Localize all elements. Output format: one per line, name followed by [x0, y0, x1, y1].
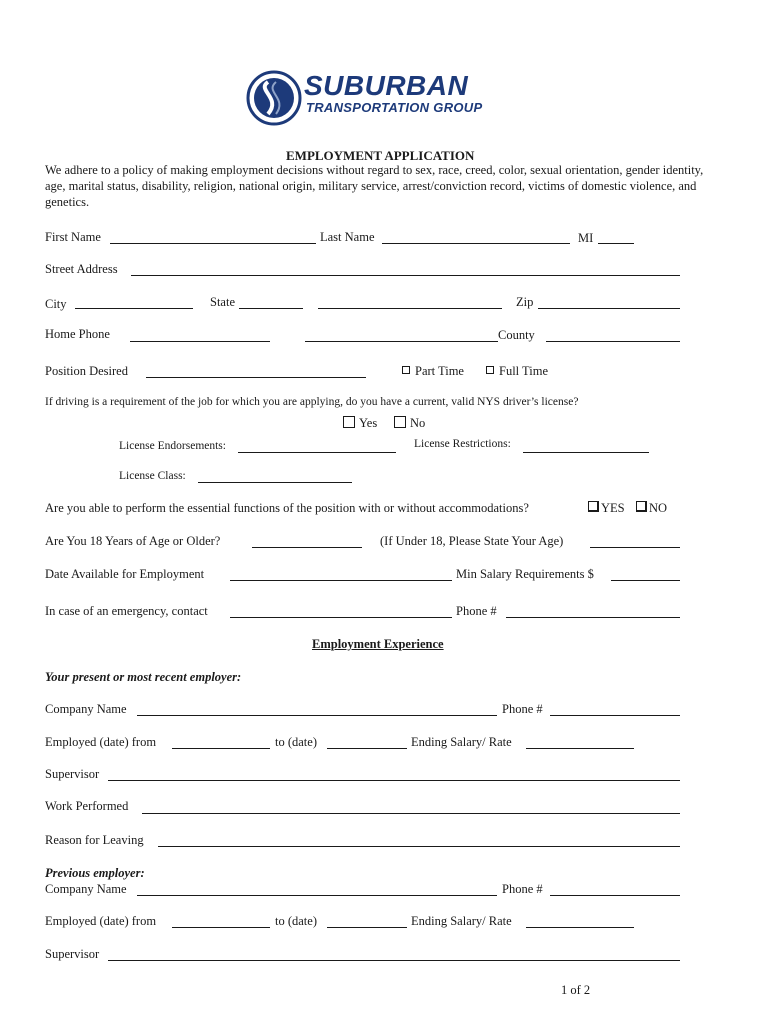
previous-employer-heading: Previous employer: — [45, 866, 145, 880]
license-yes-checkbox[interactable] — [343, 416, 355, 428]
prev-company-phone-label: Phone # — [502, 882, 543, 896]
prev-company-name-label: Company Name — [45, 882, 127, 896]
essential-yes-label: YES — [601, 501, 625, 515]
essential-question: Are you able to perform the essential functions of the position with or without accommodations? — [45, 501, 529, 515]
mi-label: MI — [578, 231, 594, 245]
state-label: State — [210, 295, 235, 309]
zip-label: Zip — [516, 295, 534, 309]
last-name-label: Last Name — [320, 230, 375, 244]
supervisor-field[interactable] — [108, 780, 680, 781]
county-field[interactable] — [546, 341, 680, 342]
prev-supervisor-label: Supervisor — [45, 947, 100, 961]
emergency-label: In case of an emergency, contact — [45, 604, 208, 618]
first-name-field[interactable] — [110, 243, 316, 244]
company-phone-label: Phone # — [502, 702, 543, 716]
position-field[interactable] — [146, 377, 366, 378]
work-performed-label: Work Performed — [45, 799, 129, 813]
logo-name: SUBURBAN — [304, 70, 469, 101]
license-no-label: No — [410, 416, 426, 430]
min-salary-label: Min Salary Requirements $ — [456, 567, 594, 581]
age-question: Are You 18 Years of Age or Older? — [45, 534, 221, 548]
full-time-label: Full Time — [499, 364, 548, 378]
street-label: Street Address — [45, 262, 118, 276]
supervisor-label: Supervisor — [45, 767, 100, 781]
prev-ending-salary-field[interactable] — [526, 927, 634, 928]
employment-experience-heading: Employment Experience — [312, 637, 444, 651]
full-time-checkbox[interactable] — [486, 366, 494, 374]
page-number: 1 of 2 — [561, 983, 591, 997]
date-available-field[interactable] — [230, 580, 452, 581]
home-phone-label: Home Phone — [45, 327, 110, 341]
endorsements-field[interactable] — [238, 452, 396, 453]
prev-supervisor-field[interactable] — [108, 960, 680, 961]
logo — [246, 68, 536, 126]
ending-salary-field[interactable] — [526, 748, 634, 749]
city-field[interactable] — [75, 308, 193, 309]
first-name-label: First Name — [45, 230, 101, 244]
company-phone-field[interactable] — [550, 715, 680, 716]
employed-from-field[interactable] — [172, 748, 270, 749]
emergency-phone-label: Phone # — [456, 604, 497, 618]
full-time-option[interactable] — [486, 364, 548, 379]
to-date-field[interactable] — [327, 748, 407, 749]
prev-employed-from-label: Employed (date) from — [45, 914, 157, 928]
restrictions-label: License Restrictions: — [414, 438, 511, 450]
city-extra-field[interactable] — [318, 308, 502, 309]
license-class-field[interactable] — [198, 482, 352, 483]
page-title: EMPLOYMENT APPLICATION — [286, 148, 475, 163]
prev-ending-salary-label: Ending Salary/ Rate — [411, 914, 512, 928]
logo-emblem-icon — [246, 70, 302, 126]
emergency-phone-field[interactable] — [506, 617, 680, 618]
logo-tagline: TRANSPORTATION GROUP — [306, 100, 483, 115]
license-yes-option[interactable] — [343, 416, 377, 431]
license-class-label: License Class: — [119, 470, 186, 482]
present-employer-heading: Your present or most recent employer: — [45, 670, 242, 684]
prev-employed-from-field[interactable] — [172, 927, 270, 928]
part-time-checkbox[interactable] — [402, 366, 410, 374]
home-phone-field[interactable] — [130, 341, 270, 342]
restrictions-field[interactable] — [523, 452, 649, 453]
essential-no-label: NO — [649, 501, 668, 515]
essential-no-option[interactable] — [636, 501, 667, 516]
mi-field[interactable] — [598, 243, 634, 244]
date-available-label: Date Available for Employment — [45, 567, 205, 581]
state-field[interactable] — [239, 308, 303, 309]
work-performed-field[interactable] — [142, 813, 680, 814]
prev-to-date-label: to (date) — [275, 914, 317, 928]
to-date-label: to (date) — [275, 735, 317, 749]
license-no-checkbox[interactable] — [394, 416, 406, 428]
age-field[interactable] — [252, 547, 362, 548]
reason-leaving-field[interactable] — [158, 846, 680, 847]
company-name-label: Company Name — [45, 702, 127, 716]
intro-paragraph: We adhere to a policy of making employment decisions without regard to sex, race, creed, color, sexual orientation, gender identity, age, marital status, disability, religion, national origin, military service, arrest/conviction record, victims of domestic violence, and genetics. — [45, 163, 704, 209]
phone-extra-field[interactable] — [305, 341, 498, 342]
county-label: County — [498, 328, 535, 342]
prev-to-date-field[interactable] — [327, 927, 407, 928]
part-time-option[interactable] — [402, 364, 464, 379]
min-salary-field[interactable] — [611, 580, 680, 581]
prev-company-phone-field[interactable] — [550, 895, 680, 896]
employed-from-label: Employed (date) from — [45, 735, 157, 749]
license-yes-label: Yes — [359, 416, 378, 430]
reason-leaving-label: Reason for Leaving — [45, 833, 144, 847]
driving-question: If driving is a requirement of the job for which you are applying, do you have a current, valid NYS driver’s license? — [45, 396, 579, 408]
license-no-option[interactable] — [394, 416, 425, 431]
essential-yes-option[interactable] — [588, 501, 625, 516]
city-label: City — [45, 297, 67, 311]
endorsements-label: License Endorsements: — [119, 440, 226, 452]
prev-company-name-field[interactable] — [137, 895, 497, 896]
ending-salary-label: Ending Salary/ Rate — [411, 735, 512, 749]
emergency-field[interactable] — [230, 617, 452, 618]
position-label: Position Desired — [45, 364, 128, 378]
zip-field[interactable] — [538, 308, 680, 309]
essential-yes-checkbox[interactable] — [588, 501, 599, 512]
under18-field[interactable] — [590, 547, 680, 548]
under18-label: (If Under 18, Please State Your Age) — [380, 534, 564, 548]
part-time-label: Part Time — [415, 364, 464, 378]
last-name-field[interactable] — [382, 243, 570, 244]
street-field[interactable] — [131, 275, 680, 276]
essential-no-checkbox[interactable] — [636, 501, 647, 512]
company-name-field[interactable] — [137, 715, 497, 716]
